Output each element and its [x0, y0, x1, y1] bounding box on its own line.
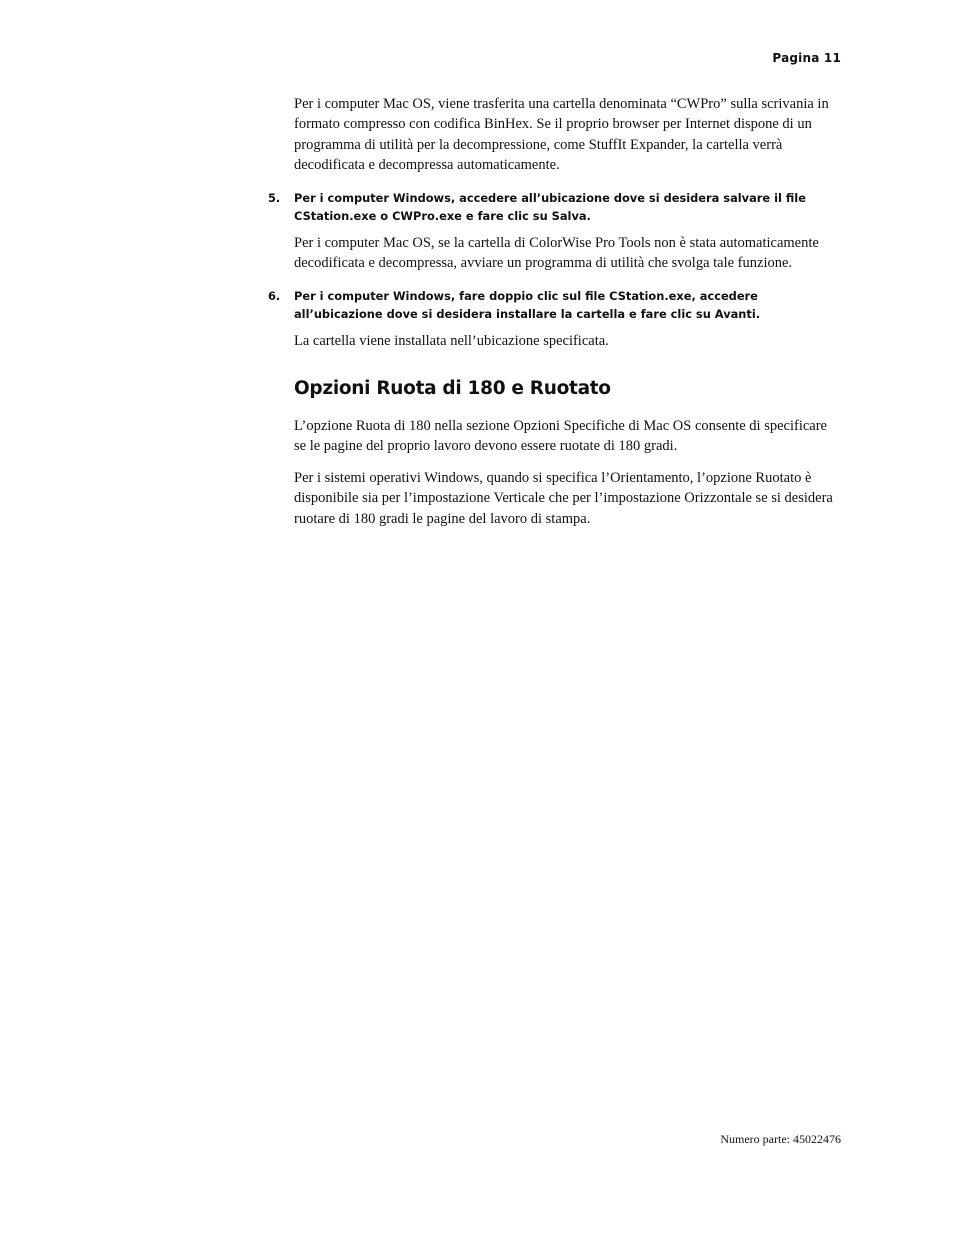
step-number: 6. [268, 289, 281, 303]
section-paragraph: Per i sistemi operativi Windows, quando si specifica l’Orientamento, l’opzione Ruotato è disponibile sia per l’impostazione Verticale che per l’impostazione Orizzontale se si desidera ruotare di 180 gradi le pagine del lavoro di stampa. [294, 470, 833, 527]
step-5 [268, 189, 843, 226]
part-number: Numero parte: 45022476 [720, 1132, 841, 1146]
step-5-note: Per i computer Mac OS, se la cartella di ColorWise Pro Tools non è stata automaticamente decodificata e decompressa, avviare un programma di utilità che svolga tale funzione. [294, 235, 819, 272]
paragraph-mac-download: Per i computer Mac OS, viene trasferita una cartella denominata “CWPro” sulla scrivania in formato compresso con codifica BinHex. Se il proprio browser per Internet dispone di un programma di utilità per la decompressione, come StuffIt Expander, la cartella verrà decodificata e decompressa automaticamente. [294, 96, 829, 173]
page-number: Pagina 11 [772, 51, 841, 65]
step-instruction: Per i computer Windows, accedere all’ubicazione dove si desidera salvare il file CStation.exe o CWPro.exe e fare clic su Salva. [294, 191, 806, 224]
step-6-note: La cartella viene installata nell’ubicazione specificata. [294, 333, 609, 349]
step-6 [268, 287, 843, 324]
section-paragraph: L’opzione Ruota di 180 nella sezione Opzioni Specifiche di Mac OS consente di specificare se le pagine del proprio lavoro devono essere ruotate di 180 gradi. [294, 418, 827, 455]
section-title: Opzioni Ruota di 180 e Ruotato [294, 378, 611, 399]
step-number: 5. [268, 191, 281, 205]
step-instruction: Per i computer Windows, fare doppio clic sul file CStation.exe, accedere all’ubicazione dove si desidera installare la cartella e fare clic su Avanti. [294, 289, 761, 322]
